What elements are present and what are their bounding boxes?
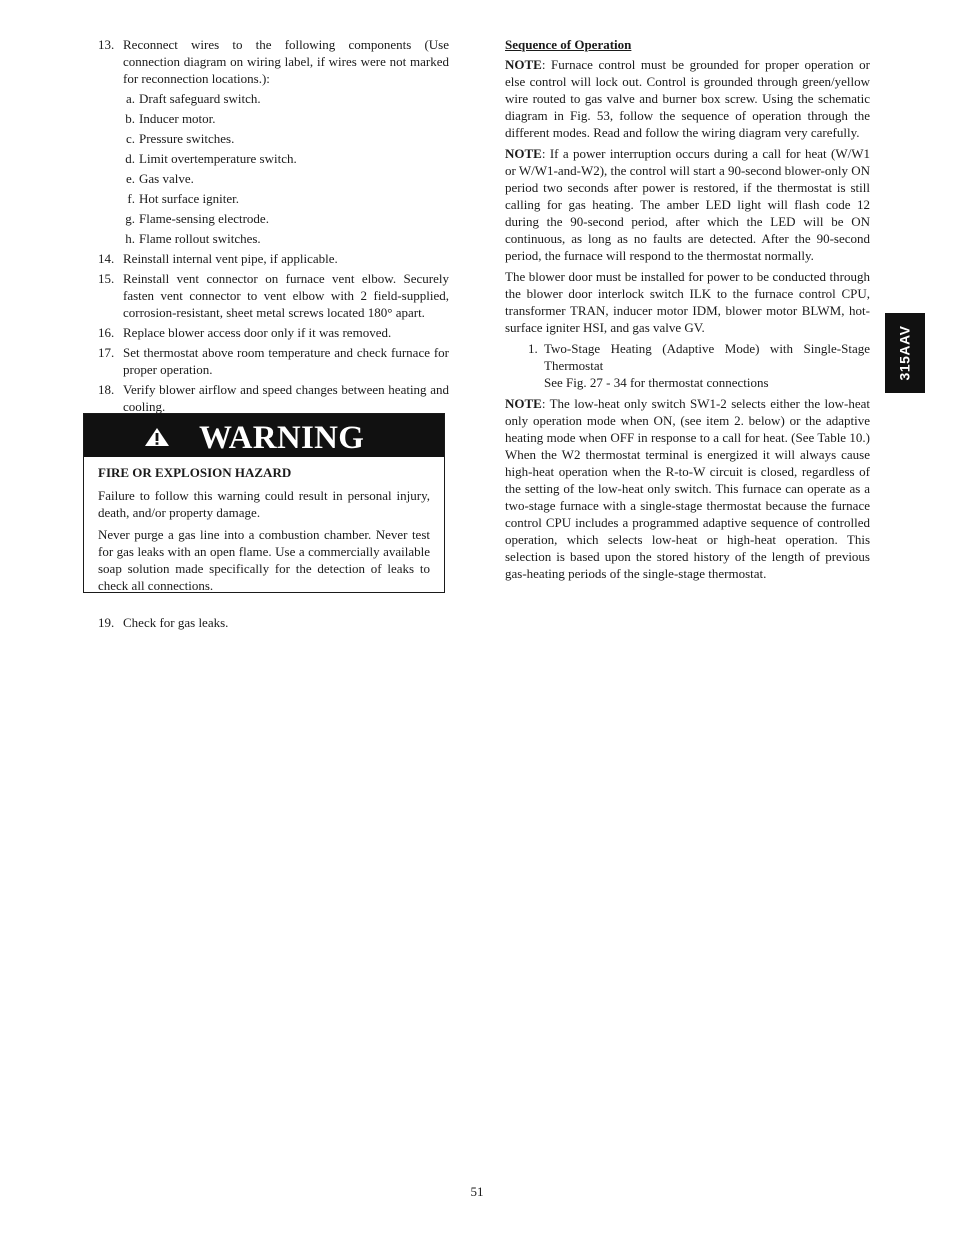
step-16: 16. Replace blower access door only if it was removed. [98,325,392,340]
hazard-title: FIRE OR EXPLOSION HAZARD [98,465,292,480]
step-14: 14. Reinstall internal vent pipe, if applicable. [98,251,338,266]
page-number: 51 [470,1184,484,1199]
right-column [505,36,870,586]
step-18: 18. Verify blower airflow and speed changes between heating and cooling. [98,382,449,414]
numbered-item: 1. Two-Stage Heating (Adaptive Mode) with Single-Stage Thermostat See Fig. 27 - 34 for thermostat connections [528,341,870,390]
note-paragraph: NOTE: If a power interruption occurs during a call for heat (W/W1 or W/W1-and-W2), the control will start a 90-second blower-only ON period two seconds after power is restored, if the thermostat is still calling for gas heating. The amber LED light will flash code 12 during the 90-second period, after which the LED will be ON continuous, as long as no faults are detected. After the 90-second period, the furnace will respond to the thermostat normally. [505,146,870,263]
step-number: 13. [98,37,115,52]
component-item: f. Hot surface igniter. [127,191,239,206]
step-text: Reconnect wires to the following components (Use connection diagram on wiring label, if wires were not marked for reconnection locations.): [123,37,449,86]
warning-box [83,413,445,593]
model-number: 315AAV [896,325,913,381]
note-paragraph: NOTE: Furnace control must be grounded for proper operation or else control will lock out. Control is grounded through green/yellow wire routed to gas valve and burner box screw. Using the schematic diagram in Fig. 53, follow the sequence of operation through the different modes. Read and follow the wiring diagram very carefully. [505,57,870,140]
warning-body [84,457,444,594]
component-item: e. Gas valve. [125,171,194,186]
component-item: b. Inducer motor. [125,111,216,126]
section-heading: Sequence of Operation [505,37,632,52]
body-paragraph: The blower door must be installed for power to be conducted through the blower door interlock switch ILK to the furnace control CPU, transformer TRAN, inducer motor IDM, blower motor BLWM, hot-surface igniter HSI, and gas valve GV. [505,269,870,335]
warning-header [84,414,444,457]
step-13 [98,36,449,247]
warning-paragraph: Never purge a gas line into a combustion chamber. Never test for gas leaks with an open flame. Use a commercially available soap solution made specifically for the detection of leaks to check all connections. [98,527,430,593]
step-19: 19. Check for gas leaks. [98,615,229,630]
warning-paragraph: Failure to follow this warning could result in personal injury, death, and/or property damage. [98,488,430,520]
component-item: h. Flame rollout switches. [125,231,261,246]
item-title: Two-Stage Heating (Adaptive Mode) with Single-Stage Thermostat [544,341,870,373]
component-list [123,90,449,247]
procedure-steps [98,36,449,415]
item-reference: See Fig. 27 - 34 for thermostat connections [544,375,769,390]
step-15: 15. Reinstall vent connector on furnace vent elbow. Securely fasten vent connector to vent elbow with 2 field-supplied, corrosion-resistant, sheet metal screws located 180° apart. [98,271,449,320]
left-column [98,36,449,418]
note-paragraph: NOTE: The low-heat only switch SW1-2 selects either the low-heat only operation mode when ON, (see item 2. below) or the adaptive heating mode when OFF in response to a call for heat. (See Table 10.) When the W2 thermostat terminal is energized it will always cause high-heat operation when the R-to-W circuit is closed, regardless of the setting of the low-heat only switch. This furnace can operate as a two-stage furnace with a single-stage thermostat because the furnace control CPU includes a programmed adaptive sequence of controlled operation, which selects low-heat or high-heat operation. This selection is based upon the stored history of the length of previous gas-heating periods of the single-stage thermostat. [505,396,870,581]
component-item: g. Flame-sensing electrode. [125,211,269,226]
step-17: 17. Set thermostat above room temperature and check furnace for proper operation. [98,345,449,377]
warning-title: WARNING [199,420,365,456]
component-item: a. Draft safeguard switch. [125,91,261,106]
component-item: c. Pressure switches. [125,131,235,146]
component-item: d. Limit overtemperature switch. [125,151,297,166]
warning-triangle-icon [144,427,170,451]
model-side-tab [885,313,925,393]
